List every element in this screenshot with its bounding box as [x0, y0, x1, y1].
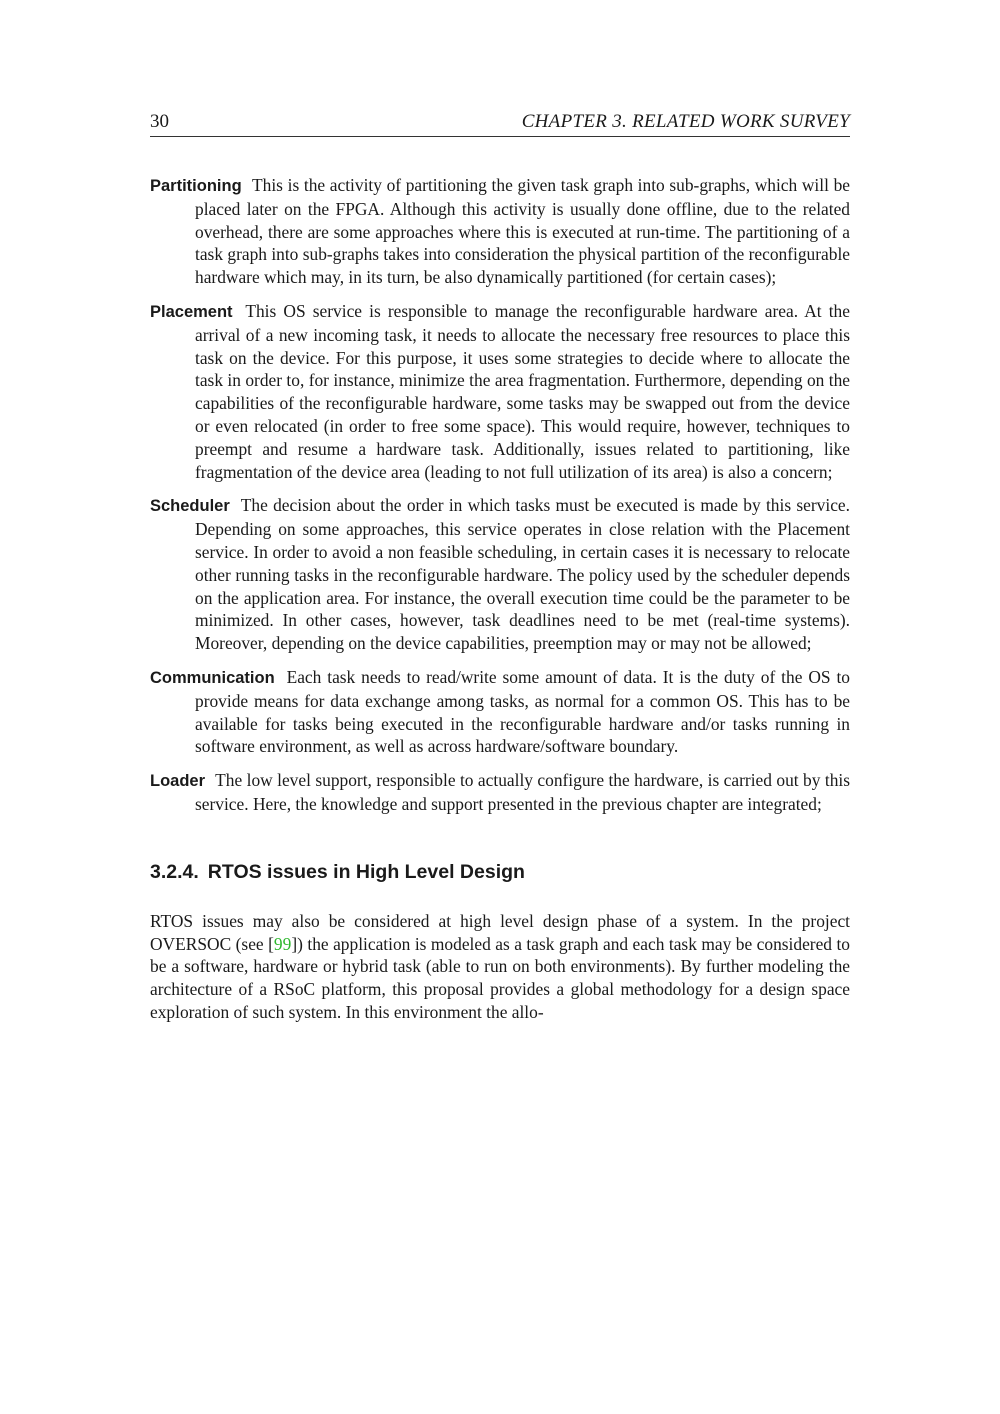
section-heading [150, 859, 850, 885]
paragraph-text-end: ]) the application is modeled as a task graph and each task may be considered to be a software, hardware or hybrid task (able to run on both environments). By further modeling the architecture of a RSoC platform, this proposal provides a global methodology for a design space exploration of such system. In this environment the allo- [150, 933, 851, 1022]
term-scheduler: Scheduler [150, 497, 230, 516]
description-loader: The low level support, responsible to actually configure the hardware, is carried out by this service. Here, the knowledge and support presented in the previous chapter are integrated; [195, 770, 850, 814]
description-scheduler: The decision about the order in which tasks must be executed is made by this service. Depending on some approaches, this service operates in close relation with the Placement service. In order to avoid a non feasible scheduling, in certain cases it is necessary to relocate other running tasks in the reconfigurable hardware. The policy used by the scheduler depends on the application area. For instance, the overall execution time could be the parameter to be minimized. In other cases, however, task deadlines need to be met (real-time systems). Moreover, depending on the device capabilities, preemption may or may not be allowed; [195, 495, 850, 654]
paragraph-text-start: RTOS issues may also be considered at high level design phase of a system. In the project OVERSOC (see [ [150, 910, 850, 954]
os-services-list [150, 174, 850, 816]
section-number: 3.2.4. [150, 860, 199, 883]
running-header [150, 110, 850, 137]
body-paragraph [150, 910, 850, 1024]
description-partitioning: This is the activity of partitioning the given task graph into sub-graphs, which will be placed later on the FPGA. Although this activity is usually done offline, due to the related overhead, there are some approaches where this is executed at run-time. The partitioning of a task graph into sub-graphs takes into consideration the physical partition of the reconfigurable hardware which may, in its turn, be also dynamically partitioned (for certain cases); [195, 175, 850, 288]
term-communication: Communication [150, 668, 275, 687]
citation-link[interactable]: 99 [273, 933, 292, 954]
list-item-communication [150, 666, 850, 758]
term-loader: Loader [150, 772, 206, 791]
description-communication: Each task needs to read/write some amount of data. It is the duty of the OS to provide means for data exchange among tasks, as normal for a common OS. This has to be available for tasks being executed in the reconfigurable hardware and/or tasks running in software environment, as well as across hardware/software boundary. [195, 666, 850, 757]
list-item-loader [150, 769, 850, 816]
description-placement: This OS service is responsible to manage the reconfigurable hardware area. At the arrival of a new incoming task, it needs to allocate the necessary free resources to place this task on the device. For this purpose, it uses some strategies to decide where to allocate the task in order to, for instance, minimize the area fragmentation. Furthermore, depending on the capabilities of the reconfigurable hardware, some tasks may be swapped out from the device or even relocated (in order to free some space). This would require, however, techniques to preempt and resume a hardware task. Additionally, issues related to partitioning, like fragmentation of the device area (leading to not full utilization of its area) is also a concern; [195, 300, 850, 482]
term-partitioning: Partitioning [150, 177, 242, 195]
chapter-title: CHAPTER 3. RELATED WORK SURVEY [521, 111, 850, 132]
list-item-placement [150, 300, 850, 483]
list-item-scheduler [150, 494, 850, 655]
list-item-partitioning [150, 174, 850, 289]
page [150, 110, 850, 1024]
term-placement: Placement [150, 302, 233, 321]
page-number: 30 [150, 111, 169, 132]
section-title: RTOS issues in High Level Design [207, 860, 525, 883]
